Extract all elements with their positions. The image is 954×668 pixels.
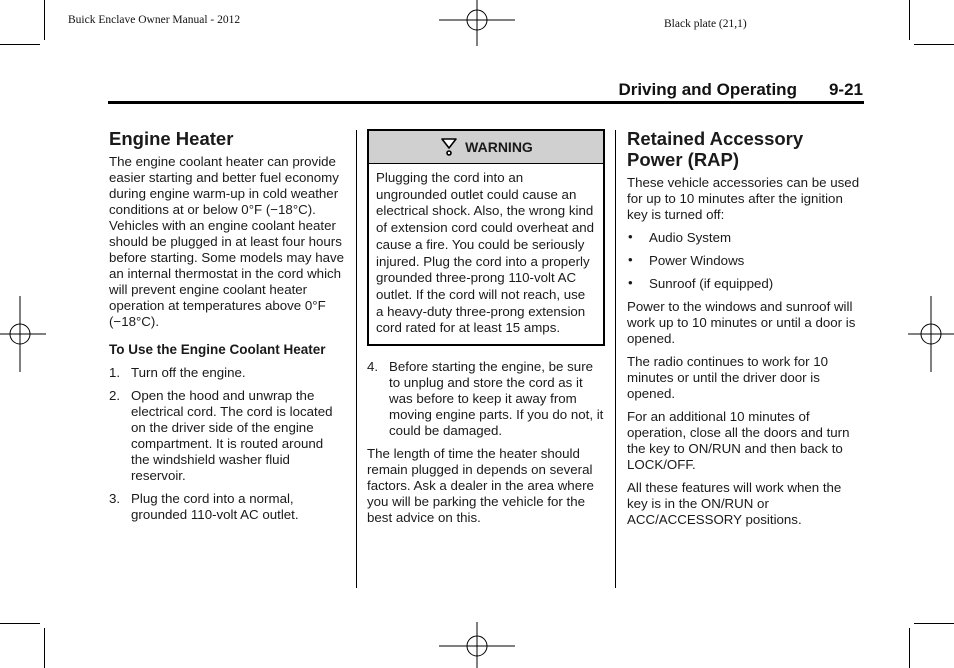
step-number: 2. xyxy=(109,388,121,403)
crop-mark xyxy=(914,623,954,624)
manual-title: Buick Enclave Owner Manual - 2012 xyxy=(68,14,241,26)
step-text: Open the hood and unwrap the electrical cord. The cord is located on the driver side of the engine compartment. It is routed around the windshield washer fluid reservoir. xyxy=(131,388,333,483)
list-item-text: Sunroof (if equipped) xyxy=(649,276,774,291)
list-item xyxy=(367,359,605,439)
list-item xyxy=(627,253,863,269)
steps-list xyxy=(367,359,605,439)
list-item xyxy=(109,365,345,381)
section-heading: Engine Heater xyxy=(109,128,234,149)
step-text: Plug the cord into a normal, grounded 110-volt AC outlet. xyxy=(131,491,299,522)
crop-mark xyxy=(914,44,954,45)
step-number: 4. xyxy=(367,359,379,375)
column-divider xyxy=(356,130,357,588)
warning-exclamation-icon xyxy=(439,138,459,156)
plate-label: Black plate (21,1) xyxy=(664,18,747,30)
steps-list xyxy=(109,365,345,523)
section-title: Driving and Operating xyxy=(618,80,797,99)
column-engine-heater xyxy=(109,126,345,530)
warning-text: Plugging the cord into an ungrounded outlet could cause an electrical shock. Also, the wrong kind of extension cord could overheat and cause a fire. You could be seriously injured. Plug the cord into a properly grounded three-prong 110-volt AC outlet. If the cord will not reach, use a heavy-duty three-prong extension cord rated for at least 15 amps. xyxy=(376,170,595,336)
step-number: 1. xyxy=(109,365,121,380)
registration-mark-icon xyxy=(439,622,515,668)
running-header xyxy=(618,80,863,100)
registration-mark-icon xyxy=(908,296,954,372)
paragraph: All these features will work when the key is in the ON/RUN or ACC/ACCESSORY positions. xyxy=(627,480,842,527)
registration-mark-icon xyxy=(439,0,515,46)
step-text: Before starting the engine, be sure to unplug and store the cord as it was before to keep it away from moving engine parts. If you do not, it could be damaged. xyxy=(389,359,604,439)
accessory-list xyxy=(627,230,863,292)
list-item xyxy=(627,230,863,246)
crop-mark xyxy=(44,628,45,668)
page-number: 9-21 xyxy=(828,80,863,99)
paragraph: The engine coolant heater can provide easier starting and better fuel economy during engine warm-up in cold weather conditions at or below 0°F (−18°C). Vehicles with an engine coolant heater should be plugged in at least four hours before starting. Some models may have an internal thermostat in the cord which will prevent engine coolant heater operation at temperatures above 0°F (−18°C). xyxy=(109,154,345,329)
column-warning xyxy=(367,129,605,533)
crop-mark xyxy=(0,623,40,624)
step-number: 3. xyxy=(109,491,121,506)
paragraph: The radio continues to work for 10 minutes or until the driver door is opened. xyxy=(627,354,829,401)
warning-box xyxy=(367,129,605,346)
warning-label: WARNING xyxy=(465,139,533,155)
crop-mark xyxy=(909,0,910,40)
list-item xyxy=(109,491,345,523)
list-item xyxy=(627,276,863,292)
list-item xyxy=(109,388,345,484)
bullet-icon: • xyxy=(628,275,633,290)
paragraph: Power to the windows and sunroof will work up to 10 minutes or until a door is opened. xyxy=(627,299,856,346)
bullet-icon: • xyxy=(628,229,633,244)
crop-mark xyxy=(909,628,910,668)
step-text: Turn off the engine. xyxy=(131,365,246,380)
column-divider xyxy=(615,130,616,588)
paragraph: For an additional 10 minutes of operation, close all the doors and turn the key to ON/RUN and then back to LOCK/OFF. xyxy=(627,409,850,472)
bullet-icon: • xyxy=(628,252,633,267)
section-heading: Retained Accessory Power (RAP) xyxy=(627,128,804,170)
subheading: To Use the Engine Coolant Heater xyxy=(109,342,326,357)
column-rap xyxy=(627,126,863,535)
crop-mark xyxy=(0,44,40,45)
paragraph: These vehicle accessories can be used for up to 10 minutes after the ignition key is turned off: xyxy=(627,175,860,222)
crop-mark xyxy=(44,0,45,40)
list-item-text: Power Windows xyxy=(649,253,745,268)
paragraph: The length of time the heater should remain plugged in depends on several factors. Ask a dealer in the area where you will be parking the vehicle for the best advice on this. xyxy=(367,446,594,526)
warning-header xyxy=(369,131,603,164)
registration-mark-icon xyxy=(0,296,46,372)
header-rule xyxy=(108,101,864,104)
list-item-text: Audio System xyxy=(649,230,732,245)
